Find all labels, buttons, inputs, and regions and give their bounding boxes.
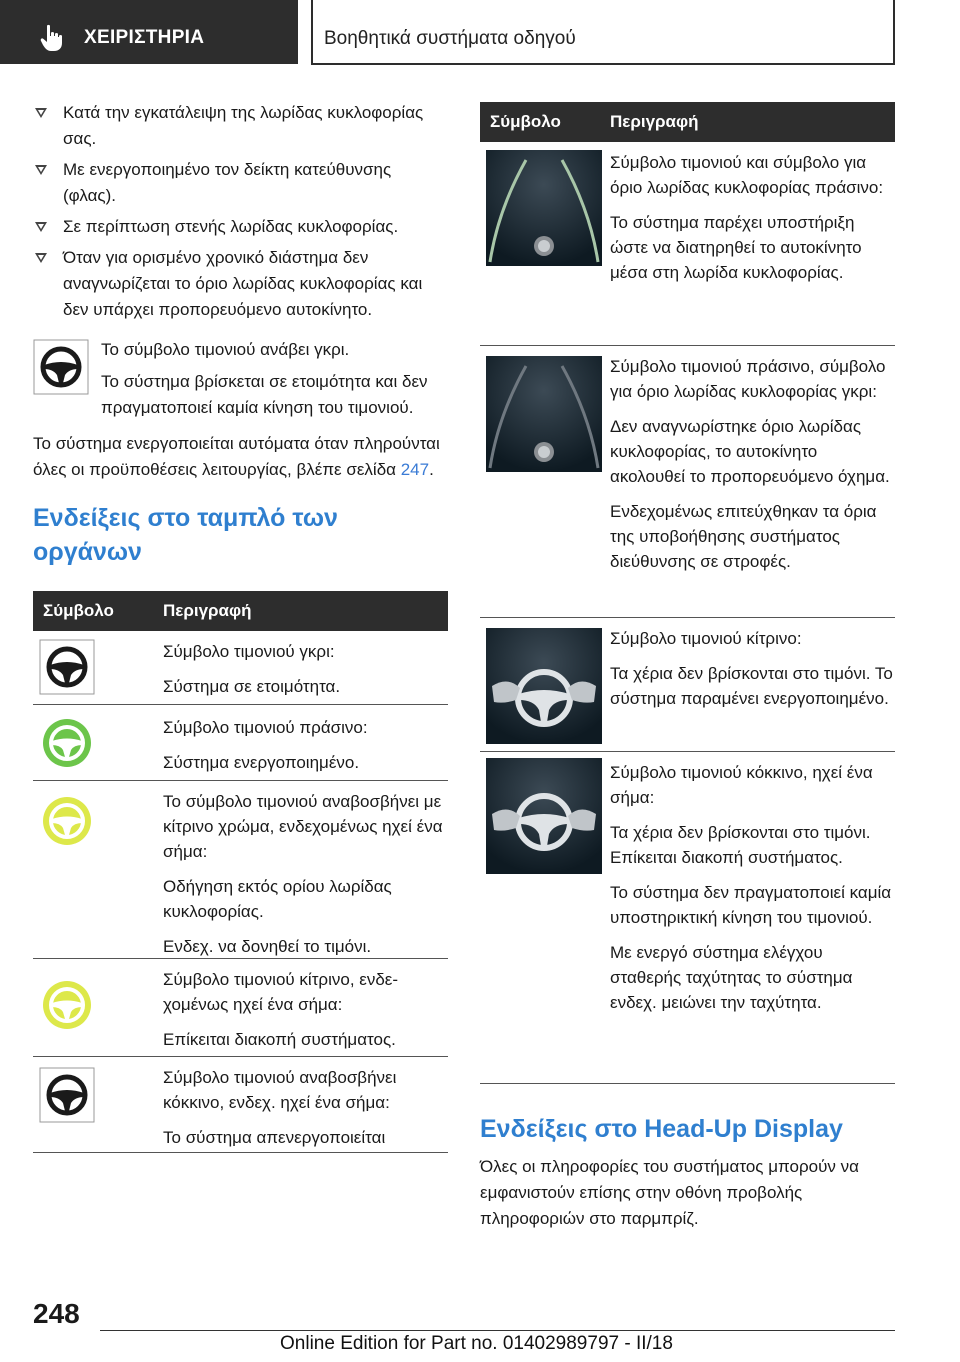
hands-on-wheel-red-icon: [486, 758, 602, 874]
row-text: Επίκειται διακοπή συστήματος.: [163, 1030, 396, 1049]
col-symbol-header: Σύμβολο: [43, 601, 114, 620]
row-text: Σύμβολο τιμονιού πράσινο, σύμβολο για όριο λωρίδας κυκλοφορίας γκρι:: [610, 357, 886, 401]
table-row: [33, 1057, 448, 1153]
row-text: Οδήγηση εκτός ορίου λωρίδας κυκλοφορίας.: [163, 877, 392, 921]
footer-rule: [100, 1330, 895, 1331]
row-text: Σύμβολο τιμονιού κίτρινο, ενδεχομένως ηχεί ένα σήμα:: [163, 970, 399, 1014]
section-tab: [0, 0, 298, 64]
triangle-bullet-icon: [35, 253, 47, 263]
table-row: [480, 752, 895, 1084]
row-text: Σύμβολο τιμονιού αναβοσβήνει κόκκινο, ενδεχ. ηχεί ένα σήμα:: [163, 1068, 397, 1112]
row-text: Σύμβολο τιμονιού γκρι:: [163, 642, 335, 661]
bullet-item: [33, 245, 448, 323]
auto-activation-text: Το σύστημα ενεργοποιείται αυτόματα όταν πληρούνται όλες οι προϋποθέσεις λειτουργίας, βλέπε σελίδα: [33, 434, 440, 479]
left-column: [33, 100, 448, 1153]
row-text: Με ενεργό σύστημα ελέγχου σταθερής ταχύτητας το σύστημα ενδεχ. μειώνει την ταχύτητα.: [610, 943, 853, 1012]
hud-paragraph: Όλες οι πληροφορίες του συστήματος μπορούν να εμφανιστούν επίσης στην οθόνη προβολής πληροφοριών στο παρμπρίζ.: [480, 1157, 859, 1228]
header-divider-right: [893, 0, 895, 65]
bullet-text: Κατά την εγκατάλειψη της λωρίδας κυκλοφορίας σας.: [63, 103, 424, 148]
header-underline: [311, 63, 895, 65]
row-text: Το σύστημα απενεργοποιείται: [163, 1128, 386, 1147]
row-text: Το σύστημα δεν πραγματοποιεί καμία υποστηρικτική κίνηση του τιμονιού.: [610, 883, 892, 927]
row-text: Το σύμβολο τιμονιού αναβοσβήνει με κίτρινο χρώμα, ενδεχομένως ηχεί ένα σήμα:: [163, 792, 443, 861]
icon-paragraph-line2: Το σύστημα βρίσκεται σε ετοιμότητα και δεν πραγματοποιεί καμία κίνηση του τιμονιού.: [101, 372, 428, 417]
hand-pointer-icon: [40, 24, 66, 52]
chapter-title: Βοηθητικά συστήματα οδηγού: [324, 28, 576, 49]
row-text: Σύμβολο τιμονιού πράσινο:: [163, 718, 368, 737]
icon-paragraph: [33, 337, 448, 421]
bullet-item: [33, 157, 448, 209]
row-text: Δεν αναγνωρίστηκε όριο λωρίδας κυκλοφορίας, το αυτοκίνητο ακολουθεί το προπορευόμενο όχημα.: [610, 417, 890, 486]
triangle-bullet-icon: [35, 108, 47, 118]
steering-wheel-yellow-blink-icon: [39, 793, 95, 849]
table-header: [33, 591, 448, 631]
triangle-bullet-icon: [35, 165, 47, 175]
steering-wheel-gray-icon: [33, 339, 89, 395]
page-number: 248: [33, 1298, 80, 1329]
col-description-header: Περιγραφή: [163, 601, 252, 620]
steering-wheel-green-icon: [39, 715, 95, 771]
table-row: [480, 618, 895, 752]
table-row: [33, 705, 448, 781]
page-link[interactable]: 247: [400, 460, 430, 479]
header-divider: [311, 0, 313, 64]
bullet-item: [33, 214, 448, 240]
auto-activation-paragraph: [33, 431, 448, 483]
bullet-text: Με ενεργοποιημένο τον δείκτη κατεύθυνσης (φλας).: [63, 160, 392, 205]
row-text: Ενδεχ. να δονηθεί το τιμόνι.: [163, 937, 372, 956]
table-row: [480, 142, 895, 346]
table-header: [480, 102, 895, 142]
row-text: Σύμβολο τιμονιού κόκκινο, ηχεί ένα σήμα:: [610, 763, 873, 807]
row-text: Σύμβολο τιμονιού κίτρινο:: [610, 629, 802, 648]
row-text: Σύμβολο τιμονιού και σύμβολο για όριο λωρίδας κυκλοφορίας πράσινο:: [610, 153, 884, 197]
lane-green-wheel-gray-lines-icon: [486, 356, 602, 472]
col-symbol-header: Σύμβολο: [490, 112, 561, 131]
steering-wheel-red-blink-icon: [39, 1067, 95, 1123]
edition-text: Online Edition for Part no. 01402989797 - II/18: [280, 1333, 673, 1354]
triangle-bullet-icon: [35, 222, 47, 232]
steering-wheel-yellow-icon: [39, 977, 95, 1033]
right-column: [480, 102, 895, 1232]
section-heading: Ενδείξεις στο Head-Up Display: [480, 1115, 843, 1143]
table-row: [480, 346, 895, 618]
table-row: [33, 631, 448, 705]
steering-wheel-gray-icon: [39, 639, 95, 695]
row-text: Τα χέρια δεν βρίσκονται στο τιμόνι. Το σύστημα παραμένει ενεργοποιημένο.: [610, 664, 893, 708]
table-row: [33, 959, 448, 1057]
row-text: Ενδεχομένως επιτεύχθηκαν τα όρια της υποβοήθησης συστήματος διεύθυνσης σε στροφές.: [610, 502, 877, 571]
row-text: Τα χέρια δεν βρίσκονται στο τιμόνι. Επίκειται διακοπή συστήματος.: [610, 823, 871, 867]
hands-on-wheel-yellow-icon: [486, 628, 602, 744]
auto-activation-end: .: [429, 460, 434, 479]
col-description-header: Περιγραφή: [610, 112, 699, 131]
table-row: [33, 781, 448, 959]
row-text: Το σύστημα παρέχει υποστήριξη ώστε να διατηρηθεί το αυτοκίνητο μέσα στη λωρίδα κυκλοφορίας.: [610, 213, 862, 282]
bullet-item: [33, 100, 448, 152]
bullet-text: Σε περίπτωση στενής λωρίδας κυκλοφορίας.: [63, 217, 399, 236]
lane-green-wheel-green-lines-icon: [486, 150, 602, 266]
row-text: Σύστημα ενεργοποιημένο.: [163, 753, 360, 772]
section-heading: Ενδείξεις στο ταμπλό των οργάνων: [33, 504, 338, 566]
bullet-text: Όταν για ορισμένο χρονικό διάστημα δεν αναγνωρίζεται το όριο λωρίδας κυκλοφορίας και δεν υπάρχει προπορευόμενο αυτοκίνητο.: [63, 248, 423, 319]
row-text: Σύστημα σε ετοιμότητα.: [163, 677, 341, 696]
icon-paragraph-line1: Το σύμβολο τιμονιού ανάβει γκρι.: [101, 340, 350, 359]
section-label: ΧΕΙΡΙΣΤΗΡΙΑ: [84, 27, 205, 48]
